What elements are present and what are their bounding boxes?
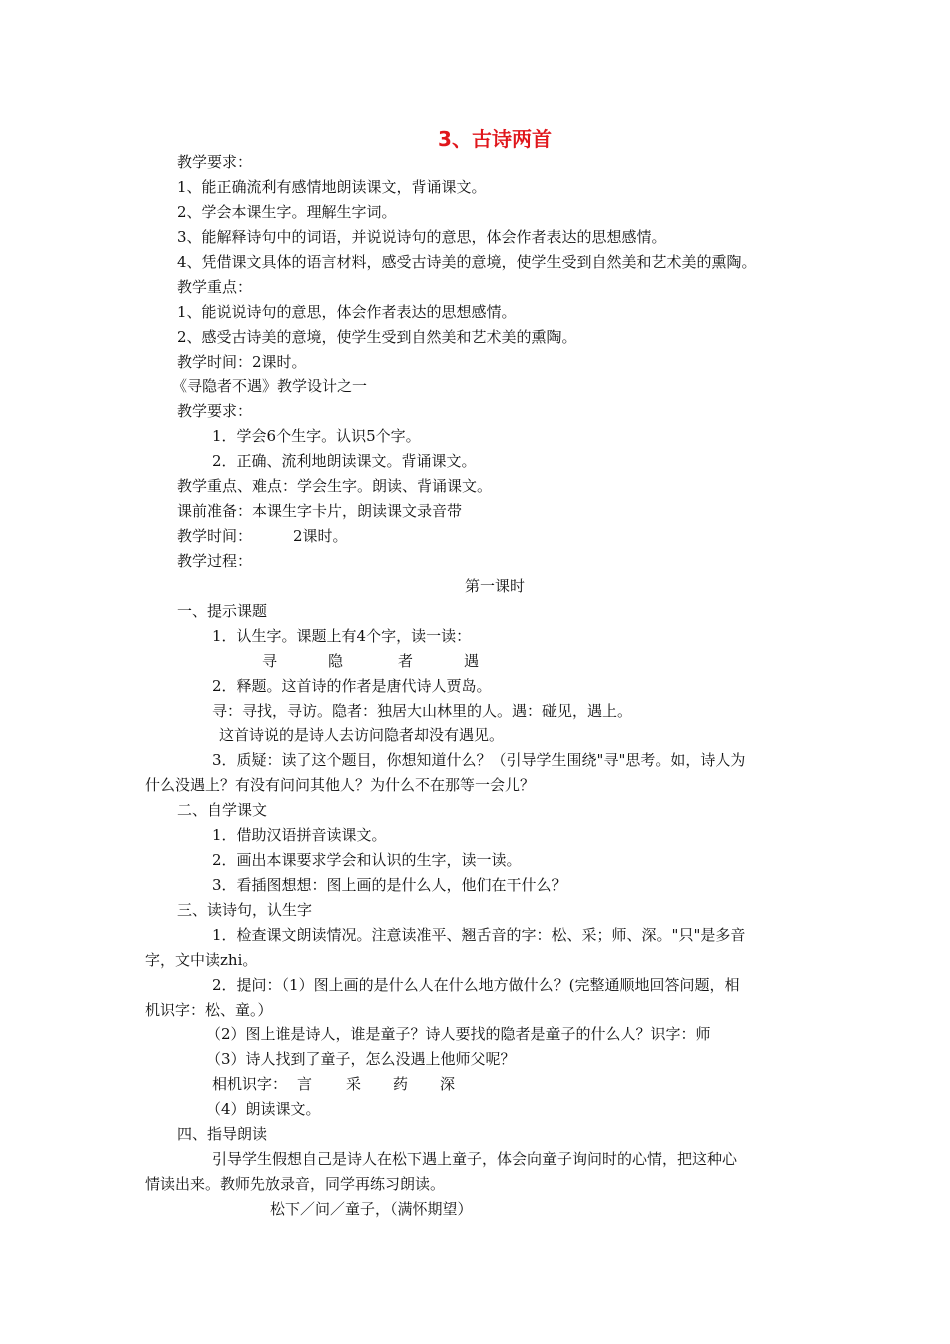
character: 采: [346, 1075, 362, 1093]
character: 药: [393, 1075, 409, 1093]
paragraph: 2．画出本课要求学会和认识的生字，读一读。: [212, 851, 522, 869]
heading-teaching-process: 教学过程：: [177, 552, 253, 570]
teaching-time: 教学时间：2课时。: [177, 353, 307, 371]
paragraph: （2）图上谁是诗人，谁是童子？诗人要找的隐者是童子的什么人？识字：师: [206, 1025, 711, 1043]
paragraph: （3）诗人找到了童子，怎么没遇上他师父呢？: [206, 1050, 516, 1068]
recognize-characters: [297, 1074, 455, 1094]
section-heading: 一、提示课题: [177, 602, 268, 620]
paragraph: 什么没遇上？有没有问问其他人？为什么不在那等一会儿？: [145, 776, 536, 794]
requirement-item: 1、能正确流利有感情地朗读课文，背诵课文。: [177, 178, 487, 196]
first-lesson-heading: 第一课时: [464, 577, 525, 595]
preparation: 课前准备：本课生字卡片，朗读课文录音带: [177, 502, 463, 520]
section-title: 《寻隐者不遇》教学设计之一: [172, 377, 368, 395]
title-characters: [262, 651, 479, 671]
paragraph: 字，文中读zhi。: [145, 951, 258, 969]
paragraph: （4）朗读课文。: [206, 1100, 321, 1118]
paragraph: 1．借助汉语拼音读课文。: [212, 826, 387, 844]
focus-item: 2、感受古诗美的意境，使学生受到自然美和艺术美的熏陶。: [177, 328, 577, 346]
paragraph: 寻：寻找，寻访。隐者：独居大山林里的人。遇：碰见，遇上。: [212, 702, 633, 720]
paragraph: 1．认生字。课题上有4个字，读一读：: [212, 627, 472, 645]
requirement-item: 4、凭借课文具体的语言材料，感受古诗美的意境，使学生受到自然美和艺术美的熏陶。: [177, 253, 757, 271]
teaching-time-value: 2课时。: [293, 527, 348, 545]
paragraph: 引导学生假想自己是诗人在松下遇上童子，体会向童子询问时的心情，把这种心: [212, 1150, 738, 1168]
requirement-item: 2、学会本课生字。理解生字词。: [177, 203, 397, 221]
character: 者: [398, 652, 414, 670]
character: 言: [297, 1075, 313, 1093]
character: 遇: [464, 652, 480, 670]
character: 深: [440, 1075, 456, 1093]
heading-teaching-requirements: 教学要求：: [177, 153, 253, 171]
character: 隐: [328, 652, 344, 670]
paragraph: 2．释题。这首诗的作者是唐代诗人贾岛。: [212, 677, 492, 695]
heading-teaching-requirements: 教学要求：: [177, 402, 253, 420]
requirement-item: 2．正确、流利地朗读课文。背诵课文。: [212, 452, 477, 470]
reading-rhythm: 松下／问／童子，（满怀期望）: [270, 1200, 473, 1218]
key-difficult-points: 教学重点、难点：学会生字。朗读、背诵课文。: [177, 477, 493, 495]
section-heading: 三、读诗句，认生字: [177, 901, 313, 919]
heading-teaching-focus: 教学重点：: [177, 278, 253, 296]
paragraph: 2．提问：（1）图上画的是什么人在什么地方做什么？(完整通顺地回答问题，相: [212, 976, 740, 994]
section-heading: 二、自学课文: [177, 801, 268, 819]
paragraph: 3．看插图想想：图上画的是什么人，他们在干什么？: [212, 876, 567, 894]
paragraph: 情读出来。教师先放录音，同学再练习朗读。: [145, 1175, 446, 1193]
paragraph: 1．检查课文朗读情况。注意读准平、翘舌音的字：松、采；师、深。"只"是多音: [212, 926, 746, 944]
paragraph: 3．质疑：读了这个题目，你想知道什么？（引导学生围绕"寻"思考。如，诗人为: [212, 751, 746, 769]
page-title: 3、古诗两首: [438, 127, 552, 151]
requirement-item: 1．学会6个生字。认识5个字。: [212, 427, 421, 445]
focus-item: 1、能说说诗句的意思，体会作者表达的思想感情。: [177, 303, 517, 321]
character: 寻: [262, 652, 278, 670]
paragraph: 这首诗说的是诗人去访问隐者却没有遇见。: [219, 726, 505, 744]
requirement-item: 3、能解释诗句中的词语，并说说诗句的意思，体会作者表达的思想感情。: [177, 228, 667, 246]
section-heading: 四、指导朗读: [177, 1125, 268, 1143]
teaching-time-label: 教学时间：: [177, 527, 253, 545]
recognize-label: 相机识字：: [212, 1075, 288, 1093]
paragraph: 机识字：松、童。）: [145, 1001, 273, 1019]
